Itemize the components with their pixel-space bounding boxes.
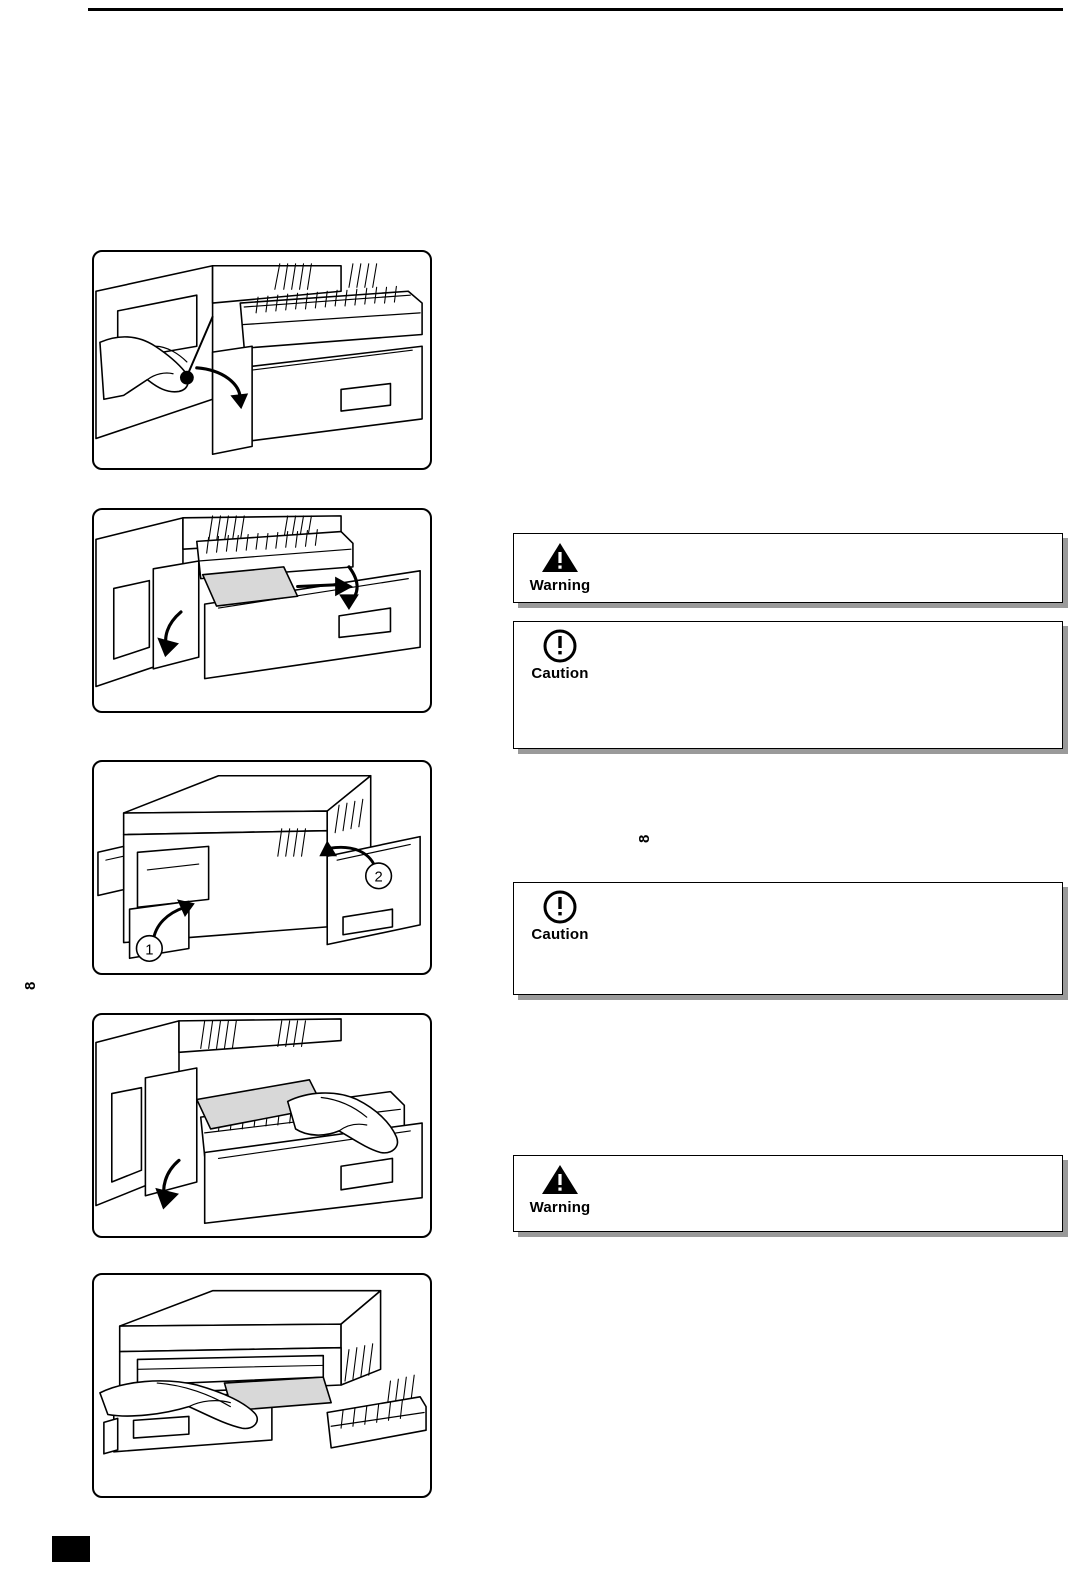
illustration-remove-paper-fusing-area xyxy=(92,508,432,713)
illustration-close-covers xyxy=(92,760,432,975)
caution-badge xyxy=(524,628,596,682)
caution-badge-label: Caution xyxy=(531,665,589,682)
fig-remove-paper-exit-svg xyxy=(94,1275,430,1496)
svg-text:2: 2 xyxy=(374,869,383,886)
notice-warning-1-text xyxy=(606,534,1062,594)
page-edge-mark-middle: 8 xyxy=(636,834,653,843)
caution-badge-2-label: Caution xyxy=(531,926,589,943)
notice-warning-2-text xyxy=(606,1156,1062,1216)
fig-remove-misfeed-paper-svg xyxy=(94,510,430,711)
notice-warning-1 xyxy=(513,533,1063,603)
warning-badge-label: Warning xyxy=(529,577,591,594)
notice-caution-1-text xyxy=(606,622,1062,682)
illustration-open-fusing-unit-lever xyxy=(92,250,432,470)
warning-badge xyxy=(524,540,596,594)
svg-text:1: 1 xyxy=(145,942,154,959)
fig-open-fusing-unit-lever-svg xyxy=(94,252,430,468)
warning-triangle-svg xyxy=(540,540,580,574)
caution-exclamation-circle-icon xyxy=(524,628,596,664)
warning-triangle-svg-2 xyxy=(540,1162,580,1196)
warning-triangle-icon xyxy=(524,540,596,576)
illustration-remove-paper-exit-area xyxy=(92,1273,432,1498)
caution-badge-2 xyxy=(524,889,596,943)
caution-exclamation-circle-icon xyxy=(524,889,596,925)
notice-caution-2 xyxy=(513,882,1063,995)
caution-circle-svg-2 xyxy=(540,889,580,925)
fig-close-covers-svg xyxy=(94,762,430,973)
notice-warning-2 xyxy=(513,1155,1063,1232)
notice-caution-2-text xyxy=(606,883,1062,943)
warning-badge-2 xyxy=(524,1162,596,1216)
page-tab-block xyxy=(52,1536,90,1562)
page-edge-mark-left: 8 xyxy=(22,981,39,990)
page-top-rule xyxy=(88,8,1063,11)
notice-caution-1 xyxy=(513,621,1063,749)
caution-circle-svg xyxy=(540,628,580,664)
fig-pull-paper-transport-svg xyxy=(94,1015,430,1236)
warning-badge-2-label: Warning xyxy=(529,1199,591,1216)
warning-triangle-icon xyxy=(524,1162,596,1198)
illustration-pull-paper-transport-area xyxy=(92,1013,432,1238)
